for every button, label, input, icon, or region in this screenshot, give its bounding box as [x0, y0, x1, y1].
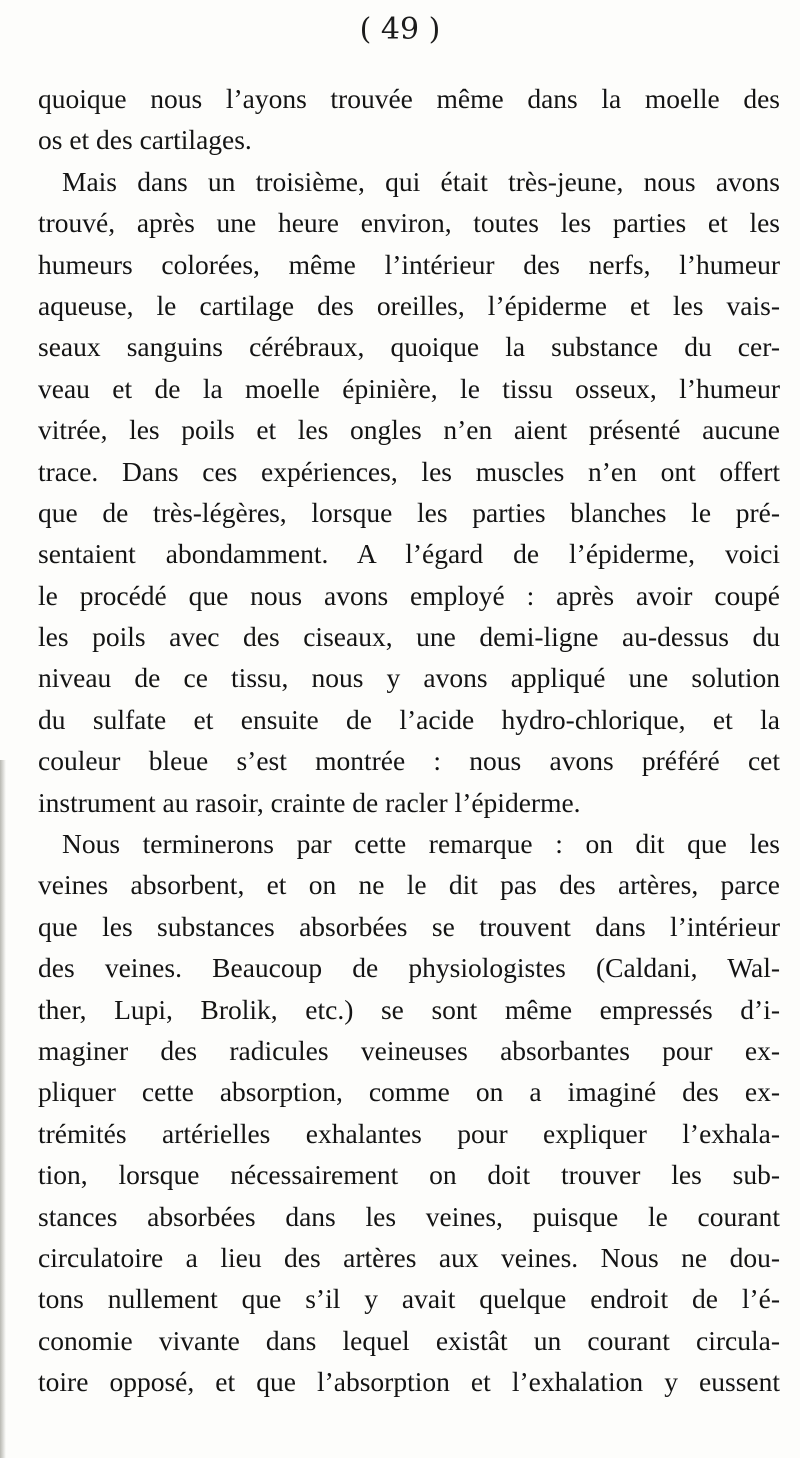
- text-line: pliquer cette absorption, comme on a imaginé des ex-: [38, 1076, 780, 1108]
- text-line: toire opposé, et que l’absorption et l’exhalation y eussent: [38, 1366, 780, 1398]
- text-line: os et des cartilages.: [38, 124, 252, 156]
- text-line: veines absorbent, et on ne le dit pas des artères, parce: [38, 869, 780, 901]
- text-line: circulatoire a lieu des artères aux veines. Nous ne dou-: [38, 1241, 780, 1273]
- text-line: instrument au rasoir, crainte de racler l’épiderme.: [38, 786, 581, 818]
- text-line: veau et de la moelle épinière, le tissu osseux, l’humeur: [38, 372, 780, 404]
- text-line: sentaient abondamment. A l’égard de l’épiderme, voici: [38, 538, 780, 570]
- text-line: maginer des radicules veineuses absorbantes pour ex-: [38, 1034, 780, 1066]
- text-line: vitrée, les poils et les ongles n’en aient présenté aucune: [38, 414, 780, 446]
- text-line: seaux sanguins cérébraux, quoique la substance du cer-: [38, 331, 780, 363]
- text-line: que les substances absorbées se trouvent dans l’intérieur: [38, 910, 780, 942]
- text-line: Nous terminerons par cette remarque : on dit que les: [62, 828, 780, 860]
- text-line: que de très-légères, lorsque les parties blanches le pré-: [38, 496, 780, 528]
- text-line: couleur bleue s’est montrée : nous avons préféré cet: [38, 745, 780, 777]
- text-line: trace. Dans ces expériences, les muscles n’en ont offert: [38, 455, 780, 487]
- text-line: stances absorbées dans les veines, puisque le courant: [38, 1200, 780, 1232]
- text-line: Mais dans un troisième, qui était très-jeune, nous avons: [62, 165, 780, 197]
- text-line: niveau de ce tissu, nous y avons appliqué une solution: [38, 662, 780, 694]
- page-edge-shadow: [0, 760, 6, 1458]
- text-line: ther, Lupi, Brolik, etc.) se sont même empressés d’i-: [38, 993, 780, 1025]
- text-line: trémités artérielles exhalantes pour expliquer l’exhala-: [38, 1117, 780, 1149]
- text-line: des veines. Beaucoup de physiologistes (Caldani, Wal-: [38, 952, 780, 984]
- text-line: tion, lorsque nécessairement on doit trouver les sub-: [38, 1159, 780, 1191]
- body-text: [38, 78, 780, 1403]
- text-line: tons nullement que s’il y avait quelque endroit de l’é-: [38, 1283, 780, 1315]
- text-line: aqueuse, le cartilage des oreilles, l’épiderme et les vais-: [38, 289, 780, 321]
- text-line: quoique nous l’ayons trouvée même dans la moelle des: [38, 83, 780, 114]
- page-number: ( 49 ): [359, 12, 441, 47]
- text-line: les poils avec des ciseaux, une demi-ligne au-dessus du: [38, 621, 780, 653]
- text-line: conomie vivante dans lequel existât un courant circula-: [38, 1324, 780, 1356]
- text-line: du sulfate et ensuite de l’acide hydro-chlorique, et la: [38, 703, 780, 735]
- text-line: le procédé que nous avons employé : après avoir coupé: [38, 579, 780, 611]
- text-line: trouvé, après une heure environ, toutes les parties et les: [38, 207, 780, 239]
- text-line: humeurs colorées, même l’intérieur des nerfs, l’humeur: [38, 248, 780, 280]
